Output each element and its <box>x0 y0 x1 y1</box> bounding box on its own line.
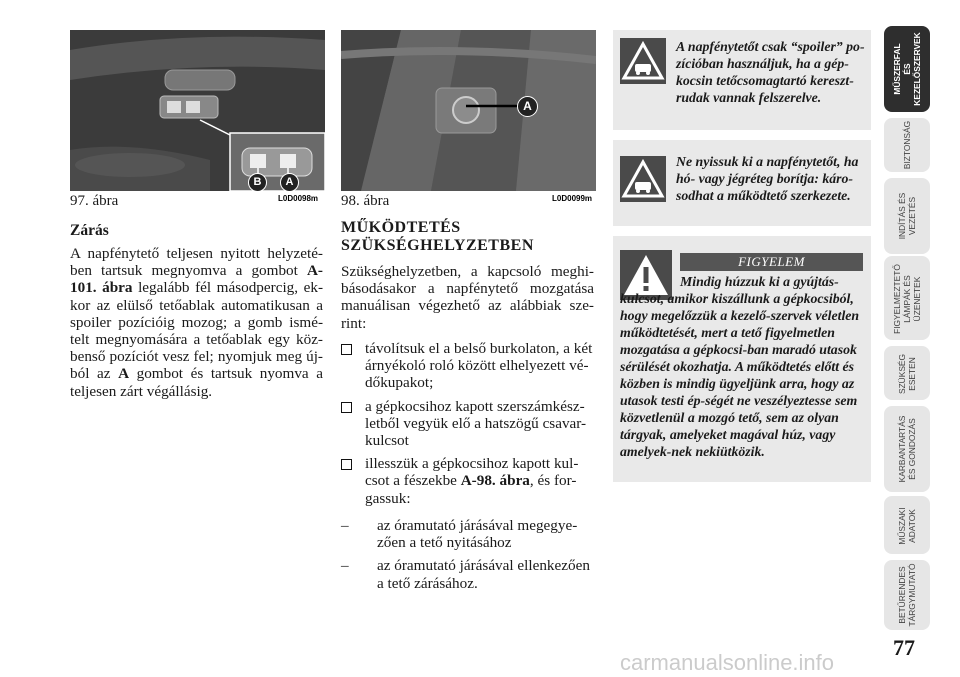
page-number: 77 <box>893 635 915 660</box>
tab-figyelmezteto[interactable] <box>884 256 930 340</box>
figure-97-caption: 97. ábra <box>70 193 119 209</box>
dash-marker: – <box>341 557 349 575</box>
step-text-pre: illesszük a gépkocsihoz kapott kul-csot a fészekbe <box>365 455 579 490</box>
tab-inditas[interactable] <box>884 178 930 254</box>
closing-figure-ref: A-101. ábra <box>70 262 323 297</box>
car-warning-icon <box>620 156 666 202</box>
dash-marker: – <box>341 517 349 534</box>
tab-muszaki[interactable] <box>884 496 930 554</box>
tab-label: FIGYELMEZTETŐ LÁMPÁK ÉS ÜZENETEK <box>892 264 922 334</box>
tab-label: KARBANTARTÁS ÉS GONDOZÁS <box>897 415 917 483</box>
tab-label: MŰSZAKI ADATOK <box>897 507 917 545</box>
tab-label: SZÜKSÉG ESETEN <box>897 353 917 395</box>
closing-text-mid: legalább fél másodpercig, ek-kor az elülső tetőablak automatikusan a spoiler pozícióig mozog; a gomb ismé-telt megnyomására a tetőablak egy köz-benső pozíciót vesz fel; nyomjuk meg új-ból az <box>70 279 324 383</box>
warning-title-banner: FIGYELEM <box>680 253 863 271</box>
tab-label: MŰSZERFAL ÉS KEZELŐSZERVEK <box>892 32 922 106</box>
step-text: a gépkocsihoz kapott szerszámkész-letből vegyük elő a hatszögű csavar-kulcsot <box>365 397 587 450</box>
callout-a-badge: A <box>280 173 299 192</box>
step-text: távolítsuk el a belső burkolaton, a két árnyékoló roló között elhelyezett vé-dőkupakot; <box>365 340 593 392</box>
figure-98-image <box>341 30 596 191</box>
tab-szukseg[interactable] <box>884 346 930 400</box>
callout-a-badge: A <box>517 96 538 117</box>
emergency-intro: Szükséghelyzetben, a kapcsoló meghi-básodásakor a napfénytető mozgatása manuálisan végezhető az alábbiak sze-rint: <box>341 263 594 332</box>
figure-98-code: L0D0099m <box>552 194 593 203</box>
rotation-directions-list <box>341 517 594 598</box>
direction-text: az óramutató járásával megegye-zően a tető nyitásához <box>377 517 578 552</box>
tab-label: BETŰRENDES TÁRGYMUTATÓ <box>897 563 917 627</box>
direction-text: az óramutató járásával ellenkezően a tető zárásához. <box>377 557 590 592</box>
list-item <box>341 455 594 507</box>
watermark: carmanualsonline.info <box>620 650 835 675</box>
warning-text: Mindig húzzuk ki a gyújtás-kulcsot, amikor kiszállunk a gépkocsiból, hogy megelőzzük a kezelő-szervek véletlen működtetését, mert a tető figyelmetlen mozgatása a gépkocsi-ban maradó utasok sérülését okozhatja. A működtetés előtt és közben is mindig ügyeljünk arra, hogy az utasok testi ép-ségét ne veszélyeztesse sem közvetlenül a mozgó tető, sem az olyan tárgyak, amelyeket magával húz, vagy amelyek-nek nekiütközik. <box>620 274 860 459</box>
callout-b-badge: B <box>248 173 267 192</box>
closing-button-ref: A <box>118 365 130 383</box>
checkbox-bullet-icon <box>341 402 352 413</box>
emergency-heading: MŰKÖDTETÉS SZÜKSÉGHELYZETBEN <box>341 219 534 254</box>
tab-karbantartas[interactable] <box>884 406 930 492</box>
checkbox-bullet-icon <box>341 344 352 355</box>
tab-label: INDÍTÁS ÉS VEZETÉS <box>897 192 917 240</box>
step-figure-ref: A-98. ábra <box>460 472 530 490</box>
closing-paragraph <box>70 245 323 400</box>
list-item <box>341 517 594 551</box>
closing-text-post: gombot és tartsuk nyomva a teljesen zárt végállásig. <box>70 365 323 400</box>
section-subheading-closing: Zárás <box>70 222 109 239</box>
note-2-text: Ne nyissuk ki a napfénytetőt, ha hó- vagy jégréteg borítja: káro-sodhat a működtető szerkezete. <box>676 154 859 203</box>
tab-label: BIZTONSÁG <box>902 120 912 170</box>
list-item <box>341 557 594 591</box>
list-item <box>341 398 594 450</box>
step-text-post: , és for-gassuk: <box>365 472 577 507</box>
car-warning-icon <box>620 38 666 84</box>
figure-97-code: L0D0098m <box>278 194 319 203</box>
note-1-text: A napfénytetőt csak “spoiler” po-zícióban használjuk, ha a gép-kocsin tetőcsomagtartó kereszt-rudak vannak felszerelve. <box>676 39 865 105</box>
emergency-steps-list <box>341 340 594 513</box>
tab-biztonsag[interactable] <box>884 118 930 172</box>
list-item <box>341 340 594 392</box>
figure-97-image <box>70 30 325 191</box>
checkbox-bullet-icon <box>341 459 352 470</box>
figure-98-caption: 98. ábra <box>341 193 390 209</box>
closing-text-pre: A napfénytető teljesen nyitott helyzeté-ben tartsuk megnyomva a gombot <box>70 245 323 280</box>
tab-betuerendes[interactable] <box>884 560 930 630</box>
